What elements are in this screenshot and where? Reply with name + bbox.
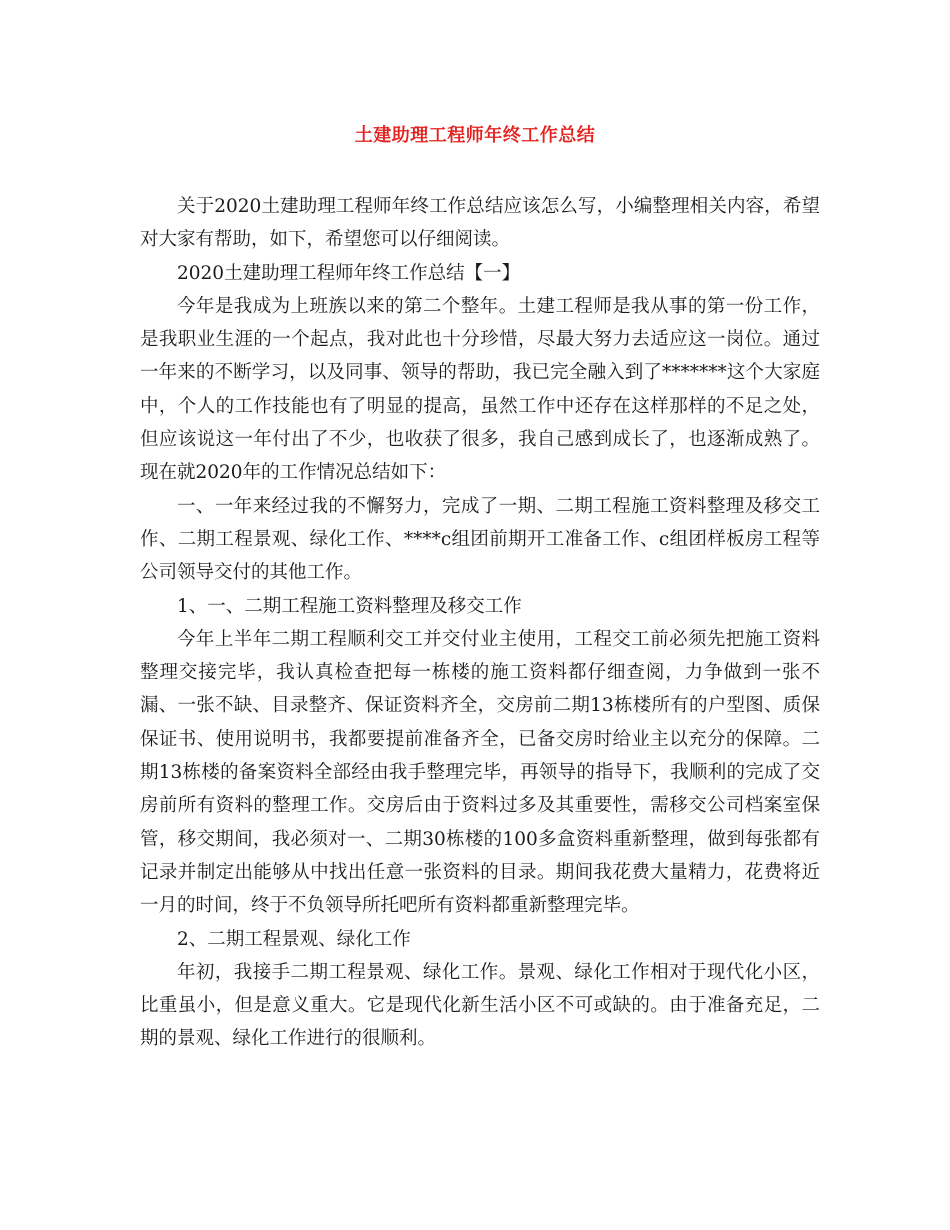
document-title: 土建助理工程师年终工作总结	[354, 125, 596, 146]
subsection-heading: 1、一、二期工程施工资料整理及移交工作	[177, 595, 522, 617]
body-paragraph: 今年上半年二期工程顺利交工并交付业主使用，工程交工前必须先把施工资料整理交接完毕，我认真检查把每一栋楼的施工资料都仔细查阅，力争做到一张不漏、一张不缺、目录整齐、保证资料齐全，交房前二期13栋楼所有的户型图、质保保证书、使用说明书，我都要提前准备齐全，已备交房时给业主以充分的保障。二期13栋楼的备案资料全部经由我手整理完毕，再领导的指导下，我顺利的完成了交房前所有资料的整理工作。交房后由于资料过多及其重要性，需移交公司档案室保管，移交期间，我必须对一、二期30栋楼的100多盒资料重新整理，做到每张都有记录并制定出能够从中找出任意一张资料的目录。期间我花费大量精力，花费将近一月的时间，终于不负领导所托吧所有资料都重新整理完毕。	[140, 628, 820, 917]
document-body	[140, 190, 820, 1056]
body-paragraph: 今年是我成为上班族以来的第二个整年。土建工程师是我从事的第一份工作，是我职业生涯的一个起点，我对此也十分珍惜，尽最大努力去适应这一岗位。通过一年来的不断学习，以及同事、领导的帮助，我已完全融入到了*******这个大家庭中，个人的工作技能也有了明显的提高，虽然工作中还存在这样那样的不足之处，但应该说这一年付出了不少，也收获了很多，我自己感到成长了，也逐渐成熟了。现在就2020年的工作情况总结如下：	[140, 295, 820, 484]
intro-paragraph: 关于2020土建助理工程师年终工作总结应该怎么写，小编整理相关内容，希望对大家有帮助，如下，希望您可以仔细阅读。	[140, 196, 820, 251]
section-heading: 2020土建助理工程师年终工作总结【一】	[177, 262, 521, 284]
subsection-heading: 2、二期工程景观、绿化工作	[177, 928, 411, 950]
body-paragraph: 一、一年来经过我的不懈努力，完成了一期、二期工程施工资料整理及移交工作、二期工程景观、绿化工作、****c组团前期开工准备工作、c组团样板房工程等公司领导交付的其他工作。	[140, 495, 820, 584]
body-paragraph: 年初，我接手二期工程景观、绿化工作。景观、绿化工作相对于现代化小区，比重虽小，但是意义重大。它是现代化新生活小区不可或缺的。由于准备充足，二期的景观、绿化工作进行的很顺利。	[140, 961, 820, 1050]
